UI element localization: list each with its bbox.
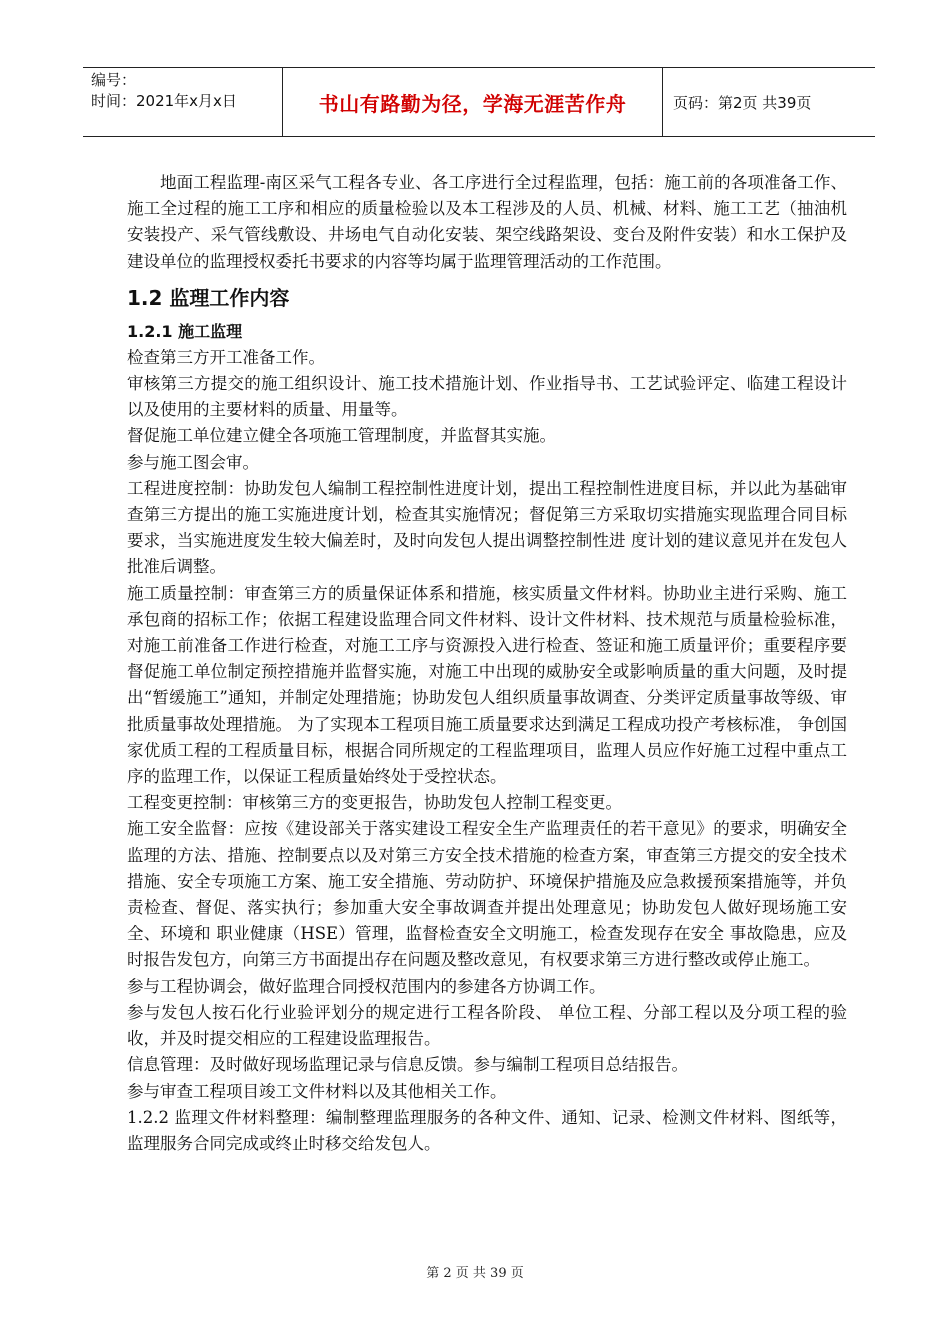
paragraph: 工程进度控制：协助发包人编制工程控制性进度计划，提出工程控制性进度目标，并以此为基础审查第三方提出的施工实施进度计划，检查其实施情况；督促第三方采取切实措施实现监理合同目标要求，当实施进度发生较大偏差时，及时向发包人提出调整控制性进 度计划的建议意见并在发包人批准后调整。 <box>127 478 847 577</box>
paragraph: 参与审查工程项目竣工文件材料以及其他相关工作。 <box>127 1081 507 1101</box>
paragraph: 工程变更控制：审核第三方的变更报告，协助发包人控制工程变更。 <box>127 793 622 813</box>
paragraph: 参与发包人按石化行业验评划分的规定进行工程各阶段、 单位工程、分部工程以及分项工程的验收，并及时提交相应的工程建设监理报告。 <box>127 1002 847 1049</box>
header-meta <box>83 68 283 136</box>
section-title: 1.2 监理工作内容 <box>127 285 290 310</box>
paragraph: 施工安全监督：应按《建设部关于落实建设工程安全生产监理责任的若干意见》的要求，明确安全监理的方法、措施、控制要点以及对第三方安全技术措施的检查方案，审查第三方提交的安全技术措施、安全专项施工方案、施工安全措施、劳动防护、环境保护措施及应急救援预案措施等，并负责检查、督促、落实执行；参加重大安全事故调查并提出处理意见；协助发包人做好现场施工安全、环境和 职业健康（HSE）管理，监督检查安全文明施工，检查发现存在安全 事故隐患，应及时报告发包方，向第三方书面提出存在问题及整改意见，有权要求第三方进行整改或停止施工。 <box>127 819 847 970</box>
paragraph: 参与工程协调会，做好监理合同授权范围内的参建各方协调工作。 <box>127 976 606 996</box>
paragraph: 施工质量控制：审查第三方的质量保证体系和措施，核实质量文件材料。协助业主进行采购、施工承包商的招标工作；依据工程建设监理合同文件材料、设计文件材料、技术规范与质量检验标准，对施工前准备工作进行检查，对施工工序与资源投入进行检查、签证和施工质量评价；重要程序要督促施工单位制定预控措施并监督实施，对施工中出现的威胁安全或影响质量的重大问题，及时提出“暂缓施工”通知，并制定处理措施；协助发包人组织质量事故调查、分类评定质量事故等级、审批质量事故处理措施。 为了实现本工程项目施工质量要求达到满足工程成功投产考核标准， 争创国家优质工程的工程质量目标，根据合同所规定的工程监理项目，监理人员应作好施工过程中重点工序的监理工作，以保证工程质量始终处于受控状态。 <box>127 583 847 787</box>
serial-label: 编号： <box>91 71 137 89</box>
time-label: 时间：2021年x月x日 <box>91 92 237 110</box>
page-footer: 第 2 页 共 39 页 <box>426 1266 524 1281</box>
page-header <box>83 67 875 137</box>
paragraph: 检查第三方开工准备工作。 <box>127 347 325 367</box>
document-body <box>127 170 847 1157</box>
subsection-title: 1.2.1 施工监理 <box>127 321 243 341</box>
paragraph: 参与施工图会审。 <box>127 452 259 472</box>
paragraph: 督促施工单位建立健全各项施工管理制度，并监督其实施。 <box>127 426 556 446</box>
header-motto: 书山有路勤为径，学海无涯苦作舟 <box>283 68 663 136</box>
intro-paragraph: 地面工程监理-南区采气工程各专业、各工序进行全过程监理，包括：施工前的各项准备工作、施工全过程的施工工序和相应的质量检验以及本工程涉及的人员、机械、材料、施工工艺（抽油机安装投产、采气管线敷设、井场电气自动化安装、架空线路架设、变台及附件安装）和水工保护及建设单位的监理授权委托书要求的内容等均属于监理管理活动的工作范围。 <box>127 173 847 271</box>
paragraph: 审核第三方提交的施工组织设计、施工技术措施计划、作业指导书、工艺试验评定、临建工程设计以及使用的主要材料的质量、用量等。 <box>127 374 847 420</box>
paragraph: 信息管理：及时做好现场监理记录与信息反馈。参与编制工程项目总结报告。 <box>127 1055 688 1075</box>
paragraph: 1.2.2 监理文件材料整理：编制整理监理服务的各种文件、通知、记录、检测文件材料、图纸等，监理服务合同完成或终止时移交给发包人。 <box>127 1107 847 1153</box>
header-page-info: 页码：第2页 共39页 <box>673 93 812 112</box>
